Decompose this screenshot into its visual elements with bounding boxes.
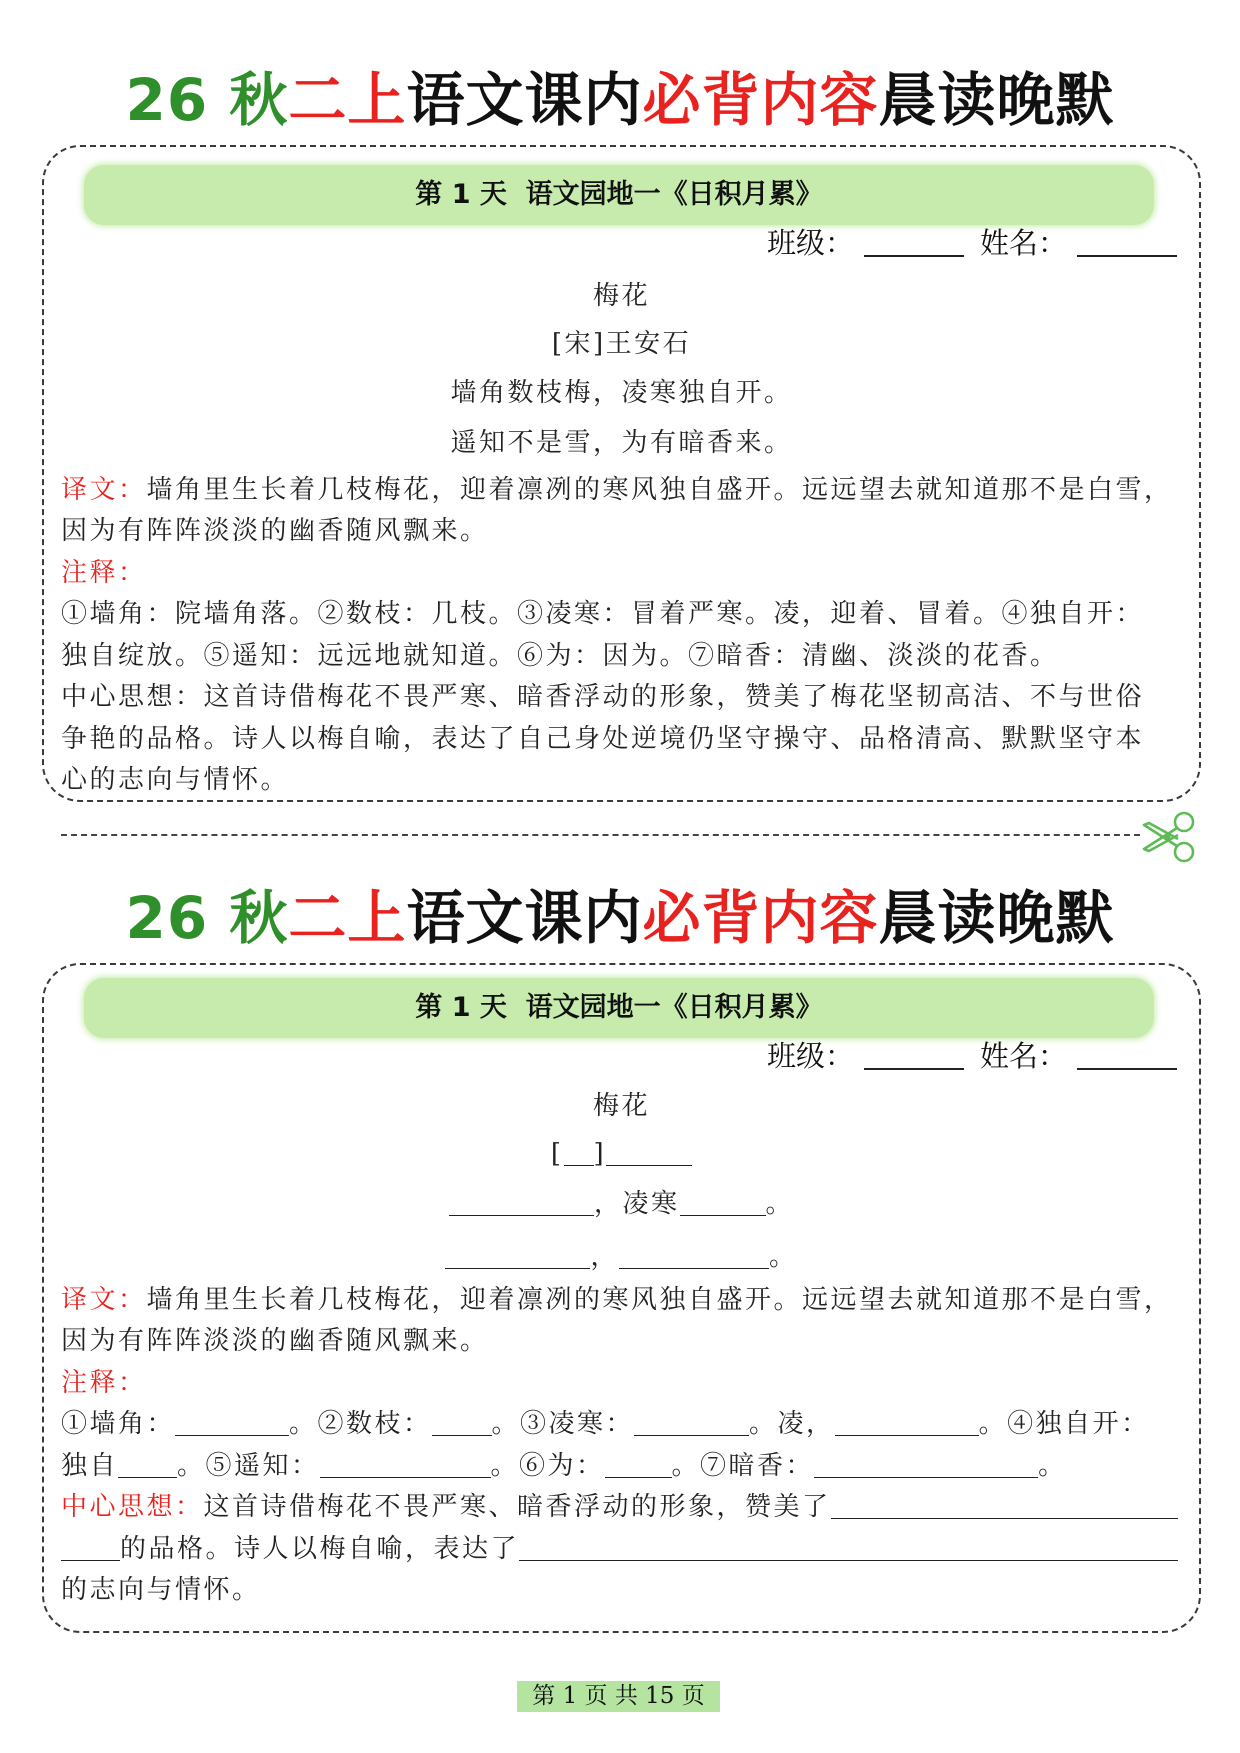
fill-blank <box>445 1247 590 1269</box>
notes-text: ①墙角：院墙角落。②数枝：几枝。③凌寒：冒着严寒。凌，迎着、冒着。④独自开： <box>61 599 1145 630</box>
fill-blank <box>175 1414 289 1436</box>
poem-title: 梅花 <box>592 1090 650 1121</box>
notes-fragment: 。③凌寒： <box>491 1409 635 1440</box>
theme-fragment: 的品格。诗人以梅自喻，表达了 <box>120 1533 520 1564</box>
fill-blank <box>605 1456 672 1478</box>
class-label: 班级： <box>766 1038 854 1073</box>
poem-fragment: ， <box>590 1241 619 1272</box>
class-blank <box>864 233 964 257</box>
theme-text: 心的志向与情怀。 <box>61 765 290 796</box>
poem-author: [宋]王安石 <box>551 328 692 359</box>
worksheet-title <box>0 880 1240 956</box>
translation-line <box>61 470 1178 512</box>
notes-fragment: 。⑥为： <box>490 1450 605 1481</box>
theme-fill-line <box>61 1487 1178 1529</box>
author-blank <box>606 1144 692 1166</box>
notes-fragment: 。凌， <box>749 1409 835 1440</box>
poem-title: 梅花 <box>592 280 650 311</box>
notes-fragment: 。 <box>1038 1450 1067 1481</box>
notes-label: 注释： <box>61 1367 147 1398</box>
fill-blank <box>814 1456 1038 1478</box>
notes-fill-line <box>61 1404 1178 1446</box>
translation-label: 译文： <box>61 474 147 505</box>
name-label: 姓名： <box>979 225 1067 260</box>
notes-fragment: 。⑦暗香： <box>671 1450 815 1481</box>
title-suffix: 晨读晚默 <box>878 884 1115 952</box>
dictation-card <box>42 963 1201 1633</box>
translation-text: 因为有阵阵淡淡的幽香随风飘来。 <box>61 516 489 547</box>
notes-fragment: 独自 <box>61 1450 119 1481</box>
class-label: 班级： <box>766 225 854 260</box>
poem-line-fill <box>44 1182 1199 1226</box>
fill-blank <box>432 1414 492 1436</box>
title-grade: 二上 <box>288 884 407 952</box>
title-grade: 二上 <box>288 66 407 134</box>
translation-text: 墙角里生长着几枝梅花，迎着凛冽的寒风独自盛开。远远望去就知道那不是白雪， <box>146 1284 1173 1315</box>
fill-blank <box>835 1414 979 1436</box>
translation-text: 因为有阵阵淡淡的幽香随风飘来。 <box>61 1326 489 1357</box>
notes-fragment: 。④独自开： <box>978 1409 1150 1440</box>
poem-line: 遥知不是雪，为有暗香来。 <box>450 427 793 458</box>
name-label: 姓名： <box>979 1038 1067 1073</box>
fill-blank <box>831 1487 1178 1519</box>
theme-fragment: 的志向与情怀。 <box>61 1575 261 1606</box>
fill-blank <box>619 1247 769 1269</box>
theme-label: 中心思想： <box>61 1492 204 1523</box>
theme-fragment: 这首诗借梅花不畏严寒、暗香浮动的形象，赞美了 <box>203 1492 831 1523</box>
fill-blank <box>320 1456 491 1478</box>
notes-fragment: 。⑤遥知： <box>177 1450 320 1481</box>
fill-blank <box>680 1194 766 1216</box>
day-header: 第 1 天 语文园地一《日积月累》 <box>84 165 1154 225</box>
class-blank <box>864 1046 964 1070</box>
poem-explanation <box>61 470 1178 802</box>
title-suffix: 晨读晚默 <box>878 66 1115 134</box>
cut-line <box>61 834 1140 836</box>
title-term: 26 秋 <box>125 66 289 134</box>
worksheet-title <box>0 62 1240 138</box>
poem-author-fill <box>44 1132 1199 1176</box>
poem-fragment: ，凌寒 <box>593 1188 680 1219</box>
notes-fill-line <box>61 1446 1178 1488</box>
notes-text: 独自绽放。⑤遥知：远远地就知道。⑥为：因为。⑦暗香：清幽、淡淡的花香。 <box>61 640 1059 671</box>
title-term: 26 秋 <box>125 884 289 952</box>
day-header: 第 1 天 语文园地一《日积月累》 <box>84 978 1154 1038</box>
name-blank <box>1077 233 1177 257</box>
fill-blank <box>449 1194 594 1216</box>
scissors-icon <box>1140 808 1198 866</box>
dynasty-blank <box>564 1144 594 1166</box>
poem-fragment: 。 <box>765 1188 795 1219</box>
notes-fragment: ①墙角： <box>61 1409 176 1440</box>
reading-card <box>42 145 1201 802</box>
poem-line: 墙角数枝梅，凌寒独自开。 <box>450 377 793 408</box>
poem-line-fill <box>44 1235 1199 1279</box>
fill-blank <box>634 1414 749 1436</box>
name-blank <box>1077 1046 1177 1070</box>
bracket-close: ] <box>593 1138 607 1169</box>
fill-blank <box>61 1529 120 1561</box>
student-info-row <box>767 223 1177 263</box>
notes-fragment: 。②数枝： <box>289 1409 432 1440</box>
translation-label: 译文： <box>61 1284 147 1315</box>
fill-blank <box>118 1456 177 1478</box>
student-info-row <box>767 1036 1177 1076</box>
bracket-open: [ <box>550 1138 564 1169</box>
translation-text: 墙角里生长着几枝梅花，迎着凛冽的寒风独自盛开。远远望去就知道那不是白雪， <box>146 474 1173 505</box>
theme-text: 争艳的品格。诗人以梅自喻，表达了自己身处逆境仍坚守操守、品格清高、默默坚守本 <box>61 723 1145 754</box>
theme-fill-line <box>61 1529 1178 1571</box>
title-subject: 语文课内 <box>406 66 643 134</box>
fill-blank <box>519 1529 1178 1561</box>
poem-explanation-fill <box>61 1280 1178 1612</box>
translation-line <box>61 1280 1178 1322</box>
poem-fragment: 。 <box>769 1241 798 1272</box>
title-subject: 语文课内 <box>406 884 643 952</box>
notes-label: 注释： <box>61 557 147 588</box>
page-number: 第 1 页 共 15 页 <box>517 1681 720 1712</box>
theme-text: 中心思想：这首诗借梅花不畏严寒、暗香浮动的形象，赞美了梅花坚韧高洁、不与世俗 <box>61 682 1145 713</box>
title-highlight: 必背内容 <box>642 884 879 952</box>
title-highlight: 必背内容 <box>642 66 879 134</box>
